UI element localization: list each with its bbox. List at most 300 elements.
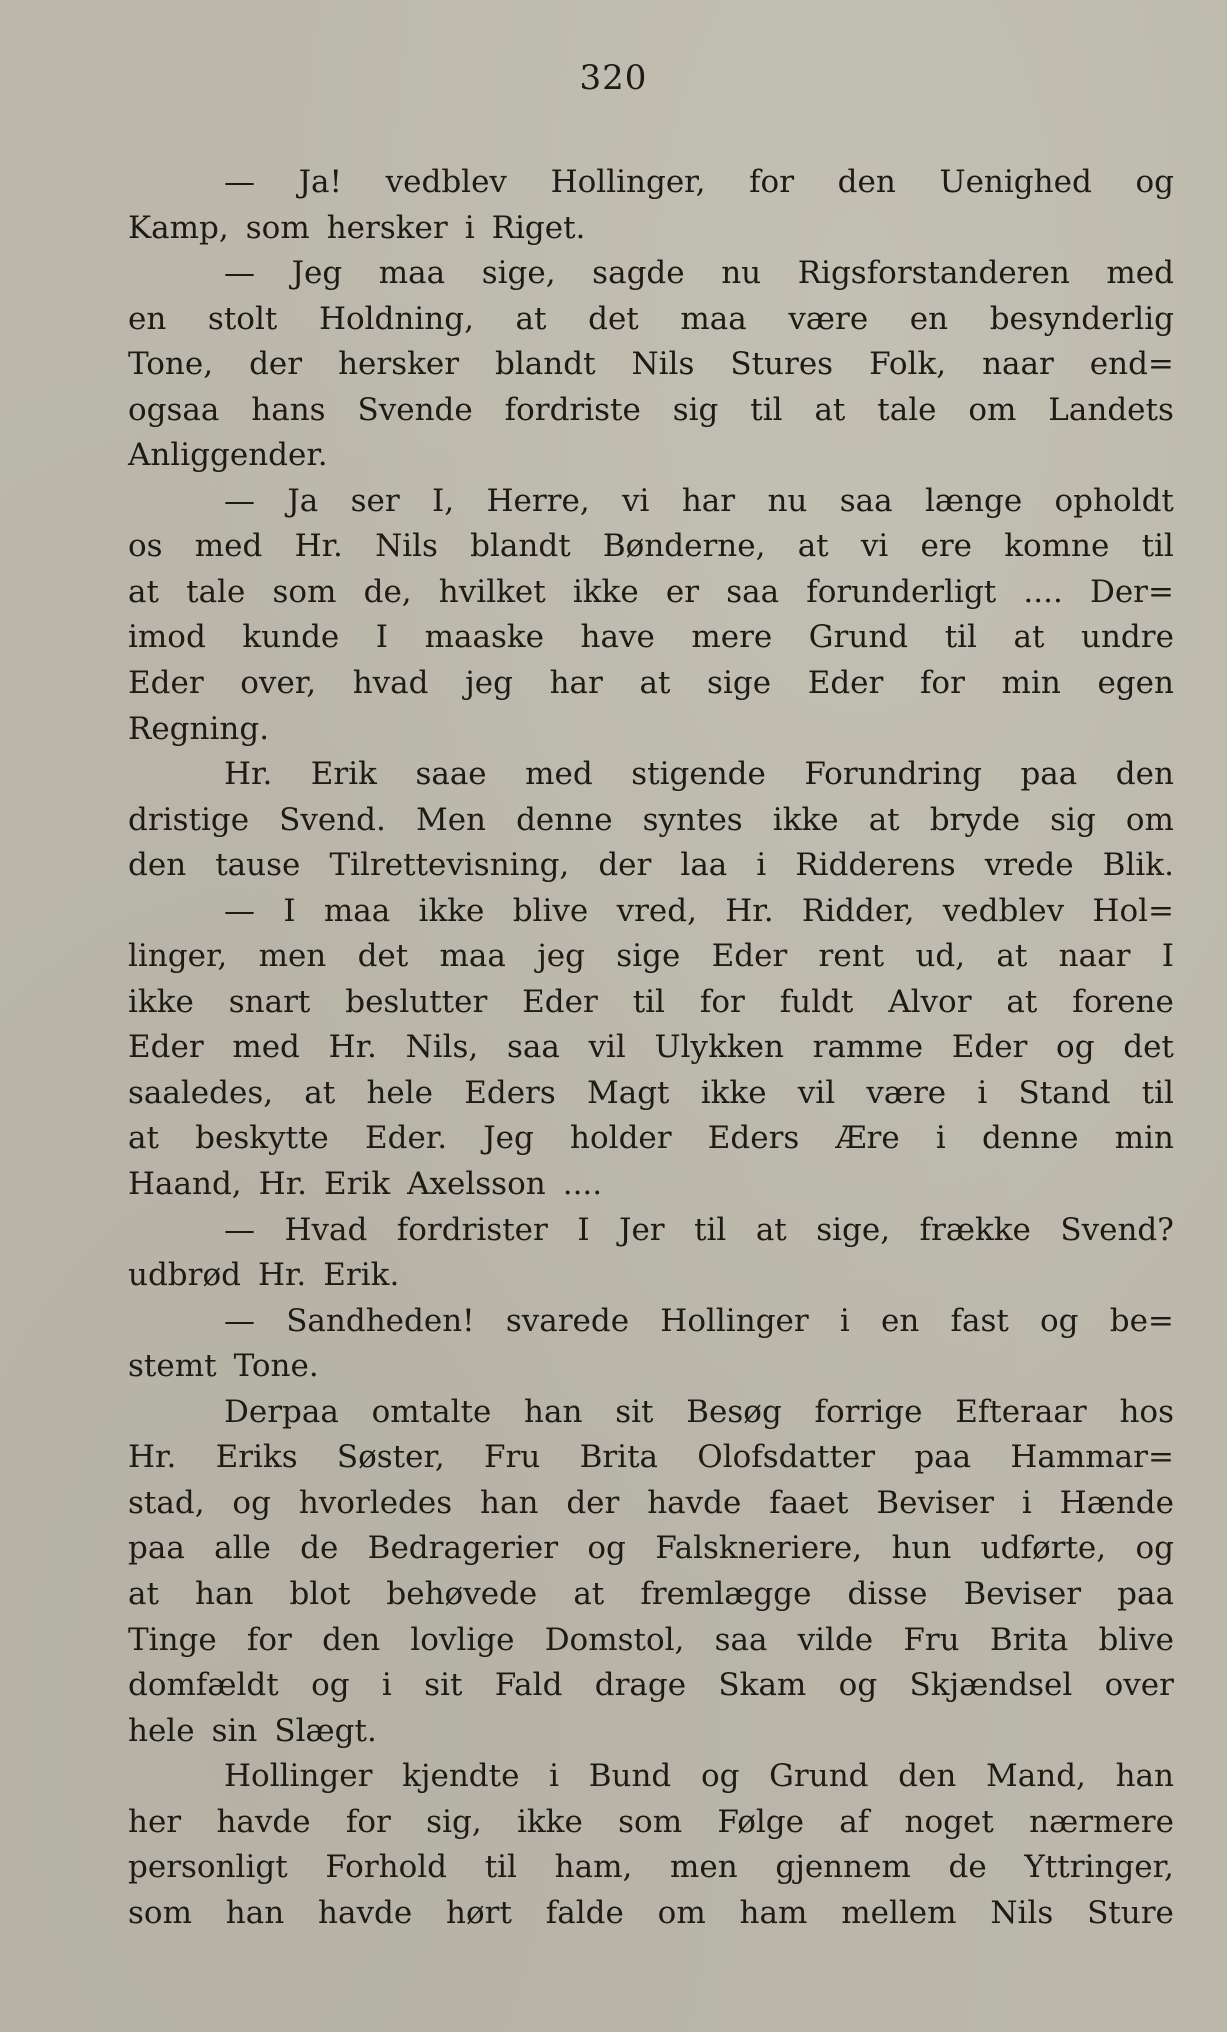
text-line (128, 1116, 1174, 1162)
word: Forundring (804, 756, 982, 793)
word: Bønderne, (602, 528, 766, 565)
word: Nils (631, 346, 695, 383)
word: falde (545, 1894, 624, 1931)
word: svarede (505, 1302, 630, 1339)
word: at (814, 391, 846, 428)
word: Hr. (258, 1166, 307, 1203)
word: be= (1109, 1302, 1174, 1339)
word: Efteraar (955, 1393, 1087, 1430)
text-line (128, 524, 1174, 570)
word: over (1104, 1667, 1174, 1704)
text-line (128, 479, 1174, 525)
word: I (375, 619, 389, 656)
word: Yttringer, (1024, 1849, 1174, 1886)
word: beslutter (345, 983, 488, 1020)
word: Grund (769, 1758, 869, 1795)
word: dristige (128, 801, 250, 838)
word: min (1001, 665, 1061, 702)
word: de (300, 1530, 339, 1567)
text-line (128, 1891, 1174, 1937)
word: domfældt (128, 1667, 279, 1704)
word: fuldt (779, 983, 854, 1020)
word: have (580, 619, 655, 656)
word: kunde (242, 619, 340, 656)
word: Blik. (1102, 847, 1174, 884)
word: sig, (426, 1803, 482, 1840)
word: gjennem (775, 1849, 911, 1886)
word: Riget. (491, 209, 586, 246)
word: fremlægge (640, 1575, 812, 1612)
word: og (587, 1530, 626, 1567)
text-line (128, 889, 1174, 935)
word: tause (215, 847, 301, 884)
text-line (128, 798, 1174, 844)
word: Svende (357, 391, 473, 428)
word: Sandheden! (286, 1302, 475, 1339)
word: fordriste (504, 391, 641, 428)
word: nærmere (1029, 1803, 1174, 1840)
word: sit (424, 1667, 463, 1704)
word: nu (721, 255, 762, 292)
word: fordrister (396, 1211, 548, 1248)
word: ser (350, 482, 400, 519)
word: Hænde (1059, 1484, 1174, 1521)
text-line (128, 934, 1174, 980)
word: os (128, 528, 163, 565)
word: over, (240, 665, 317, 702)
word: Fru (484, 1439, 541, 1476)
word: Brita (989, 1621, 1069, 1658)
text-line (128, 570, 1174, 616)
word: i (935, 1120, 946, 1157)
word: længe (924, 482, 1023, 519)
word: Rigsforstanderen (797, 255, 1070, 292)
word: behøvede (386, 1575, 538, 1612)
word: stemt (128, 1348, 217, 1385)
word: ere (920, 528, 972, 565)
word: det (357, 938, 409, 975)
word: — (224, 1211, 255, 1248)
word: hans (251, 391, 326, 428)
word: Eder. (364, 1120, 448, 1157)
word: Der= (1089, 573, 1174, 610)
text-line (128, 1162, 1174, 1208)
word: udførte, (980, 1530, 1107, 1567)
word: I, (432, 482, 455, 519)
body-text (128, 160, 1174, 1936)
word: Men (415, 801, 487, 838)
word: de, (363, 573, 412, 610)
text-line (128, 1754, 1174, 1800)
word: Folk, (869, 346, 947, 383)
word: beskytte (195, 1120, 329, 1157)
word: med (1106, 255, 1174, 292)
word: og (1056, 1029, 1095, 1066)
text-line (128, 1025, 1174, 1071)
word: Ja (287, 482, 319, 519)
word: ogsaa (128, 391, 220, 428)
word: nu (767, 482, 808, 519)
text-line (128, 251, 1174, 297)
word: noget (904, 1803, 994, 1840)
word: — (224, 164, 255, 200)
word: den (1115, 756, 1174, 793)
text-line (128, 433, 1174, 479)
word: ikke (128, 983, 194, 1020)
word: Hr. (128, 1439, 177, 1476)
word: ham (739, 1894, 808, 1931)
word: saa (726, 573, 780, 610)
word: holder (570, 1120, 672, 1157)
text-line (128, 388, 1174, 434)
word: Hollinger, (550, 164, 706, 200)
word: og (1135, 164, 1174, 200)
word: Axelsson (407, 1166, 546, 1203)
word: Tinge (128, 1621, 217, 1658)
word: Hol= (1092, 892, 1174, 929)
word: saa (506, 1029, 560, 1066)
word: vedblev (385, 164, 507, 200)
word: at (304, 1074, 336, 1111)
word: en (881, 1302, 920, 1339)
word: imod (128, 619, 206, 656)
word: Søster, (336, 1439, 445, 1476)
word: til (750, 391, 783, 428)
word: naar (982, 346, 1054, 383)
word: Tone, (128, 346, 214, 383)
word: mere (691, 619, 773, 656)
word: stolt (207, 300, 278, 337)
word: — (224, 482, 255, 519)
word: Eder (711, 938, 788, 975)
word: Anliggender. (128, 437, 328, 474)
word: sig (1050, 801, 1096, 838)
word: Mand, (986, 1758, 1086, 1795)
word: kjendte (402, 1758, 520, 1795)
word: ikke (772, 801, 839, 838)
word: han (1115, 1758, 1174, 1795)
word: som (618, 1803, 683, 1840)
word: forrige (814, 1393, 923, 1430)
word: vred, (616, 892, 697, 929)
word: den (128, 847, 187, 884)
word: besynderlig (989, 300, 1174, 337)
word: saae (415, 756, 487, 793)
word: vrede (984, 847, 1074, 884)
word: Hammar= (1010, 1439, 1174, 1476)
word: som (245, 209, 310, 246)
word: havde (216, 1803, 311, 1840)
word: i (381, 1667, 392, 1704)
word: Hr. (328, 1029, 377, 1066)
word: om (657, 1894, 706, 1931)
word: .... (1023, 573, 1063, 610)
word: Alvor (888, 983, 972, 1020)
word: Skjændsel (909, 1667, 1073, 1704)
word: han (480, 1484, 539, 1521)
text-line (128, 1709, 1174, 1755)
word: hele (366, 1074, 434, 1111)
word: Magt (586, 1074, 670, 1111)
word: med (525, 756, 593, 793)
word: Jeg (483, 1120, 534, 1157)
word: blandt (495, 346, 596, 383)
word: Eder (807, 665, 884, 702)
word: hersker (338, 346, 460, 383)
word: med (232, 1029, 300, 1066)
word: for (749, 164, 795, 200)
word: Eder (128, 1029, 204, 1066)
text-line (128, 1435, 1174, 1481)
word: Skam (718, 1667, 807, 1704)
word: denne (981, 1120, 1079, 1157)
word: i (1021, 1484, 1032, 1521)
word: der (249, 346, 303, 383)
word: en (909, 300, 949, 337)
word: sit (615, 1393, 654, 1430)
word: og (232, 1484, 271, 1521)
word: udbrød (128, 1257, 241, 1294)
word: til (484, 1849, 517, 1886)
text-line (128, 1800, 1174, 1846)
word: rent (818, 938, 885, 975)
word: det (1123, 1029, 1174, 1066)
word: Hr. (257, 1257, 307, 1294)
word: hos (1119, 1393, 1174, 1430)
word: vil (588, 1029, 626, 1066)
text-line (128, 661, 1174, 707)
word: forunderligt (806, 573, 997, 610)
word: han (225, 1894, 285, 1931)
word: at (1006, 983, 1038, 1020)
word: — (224, 1302, 255, 1339)
word: og (1040, 1302, 1079, 1339)
word: Følge (717, 1803, 804, 1840)
text-line (128, 1071, 1174, 1117)
word: en (128, 300, 167, 337)
text-line (128, 1208, 1174, 1254)
word: Derpaa (224, 1393, 339, 1430)
word: komne (1004, 528, 1110, 565)
word: til (944, 619, 977, 656)
word: Erik (310, 756, 377, 793)
word: at (755, 1211, 787, 1248)
word: og (838, 1667, 878, 1704)
word: Bund (588, 1758, 672, 1795)
word: linger, (128, 938, 228, 975)
word: i (839, 1302, 850, 1339)
word: Eders (464, 1074, 556, 1111)
word: hele (128, 1712, 195, 1749)
word: jeg (537, 938, 585, 975)
word: egen (1097, 665, 1174, 702)
word: Bedragerier (367, 1530, 559, 1567)
word: paa (914, 1439, 972, 1476)
text-line (128, 1481, 1174, 1527)
word: har (549, 665, 603, 702)
word: han (524, 1393, 583, 1430)
text-line (128, 707, 1174, 753)
text-line (128, 752, 1174, 798)
word: maa (378, 255, 446, 292)
word: Eder (128, 665, 204, 702)
word: — (224, 255, 255, 292)
word: ikke (700, 1074, 767, 1111)
word: end= (1089, 346, 1174, 383)
word: at (1013, 619, 1045, 656)
word: til (1141, 528, 1174, 565)
word: sige (707, 665, 772, 702)
word: at (797, 528, 829, 565)
word: sig (672, 391, 719, 428)
word: ramme (812, 1029, 924, 1066)
word: være (866, 1074, 947, 1111)
word: og (1135, 1530, 1174, 1567)
word: hørt (446, 1894, 512, 1931)
word: Hr. (725, 892, 774, 929)
text-line (128, 206, 1174, 252)
word: stad, (128, 1484, 205, 1521)
word: og (311, 1667, 350, 1704)
word: undre (1081, 619, 1174, 656)
word: sin (211, 1712, 258, 1749)
word: Slægt. (274, 1712, 377, 1749)
word: bryde (929, 801, 1021, 838)
word: maa (439, 938, 506, 975)
word: jeg (465, 665, 513, 702)
word: I (577, 1211, 590, 1248)
word: blive (1098, 1621, 1174, 1658)
word: for (246, 1621, 292, 1658)
word: den (322, 1621, 381, 1658)
text-line (128, 1618, 1174, 1664)
word: Falskneriere, (655, 1530, 863, 1567)
word: sige (616, 938, 681, 975)
word: til (632, 983, 665, 1020)
word: ikke (516, 1803, 583, 1840)
word: til (694, 1211, 727, 1248)
word: alle (214, 1530, 271, 1567)
text-line (128, 1253, 1174, 1299)
word: Eder (951, 1029, 1028, 1066)
word: vil (797, 1074, 836, 1111)
word: Ja! (298, 164, 342, 200)
word: Besøg (686, 1393, 782, 1430)
word: det (588, 300, 639, 337)
word: stigende (631, 756, 766, 793)
word: Beviser (876, 1484, 994, 1521)
word: er (665, 573, 700, 610)
word: Sture (1087, 1894, 1174, 1931)
word: Fald (494, 1667, 563, 1704)
word: Svend. (279, 801, 386, 838)
word: at (573, 1575, 605, 1612)
word: mellem (841, 1894, 957, 1931)
word: sige, (816, 1211, 891, 1248)
text-line (128, 342, 1174, 388)
word: Olofsdatter (697, 1439, 876, 1476)
word: I (283, 892, 296, 929)
word: sagde (592, 255, 685, 292)
word: af (839, 1803, 870, 1840)
word: blot (289, 1575, 351, 1612)
word: Grund (808, 619, 909, 656)
word: Regning. (128, 710, 270, 747)
word: lovlige (410, 1621, 515, 1658)
word: Ridderens (795, 847, 956, 884)
word: — (224, 892, 255, 929)
word: Tone. (233, 1348, 319, 1385)
text-line (128, 843, 1174, 889)
word: her (128, 1803, 182, 1840)
word: Herre, (486, 482, 590, 519)
word: denne (516, 801, 613, 838)
word: paa (128, 1530, 185, 1567)
word: at (996, 938, 1028, 975)
word: hvilket (438, 573, 546, 610)
word: at (128, 1120, 159, 1157)
page-number: 320 (579, 58, 648, 98)
word: i (464, 209, 475, 246)
word: tale (186, 573, 246, 610)
word: for (919, 665, 965, 702)
word: ham, (554, 1849, 633, 1886)
word: om (1125, 801, 1174, 838)
text-line (128, 1344, 1174, 1390)
word: Ære (835, 1120, 900, 1157)
text-line (128, 1390, 1174, 1436)
word: Eriks (215, 1439, 298, 1476)
word: hun (891, 1530, 952, 1567)
word: Landets (1048, 391, 1174, 428)
word: at (128, 1575, 159, 1612)
word: Haand, (128, 1166, 242, 1203)
word: Erik (323, 1166, 391, 1203)
text-line (128, 980, 1174, 1026)
word: om (968, 391, 1017, 428)
word: Uenighed (939, 164, 1092, 200)
word: vi (622, 482, 650, 519)
word: havde (318, 1894, 413, 1931)
word: i (549, 1758, 560, 1795)
text-line (128, 1663, 1174, 1709)
word: Erik. (323, 1257, 400, 1294)
word: Hr. (294, 528, 343, 565)
word: men (670, 1849, 738, 1886)
word: at (515, 300, 547, 337)
word: paa (1117, 1575, 1174, 1612)
word: med (194, 528, 263, 565)
word: forene (1072, 983, 1174, 1020)
word: frække (919, 1211, 1031, 1248)
word: saa (714, 1621, 768, 1658)
text-line (128, 615, 1174, 661)
word: for (699, 983, 745, 1020)
word: naar (1058, 938, 1131, 975)
word: hersker (326, 209, 448, 246)
word: I (1161, 938, 1174, 975)
word: opholdt (1054, 482, 1174, 519)
word: der (566, 1484, 620, 1521)
word: være (788, 300, 869, 337)
word: den (898, 1758, 957, 1795)
word: havde (647, 1484, 742, 1521)
word: paa (1020, 756, 1078, 793)
word: de (948, 1849, 987, 1886)
word: Hollinger (224, 1758, 373, 1795)
word: Tilrettevisning, (329, 847, 570, 884)
word: Hollinger (660, 1302, 809, 1339)
